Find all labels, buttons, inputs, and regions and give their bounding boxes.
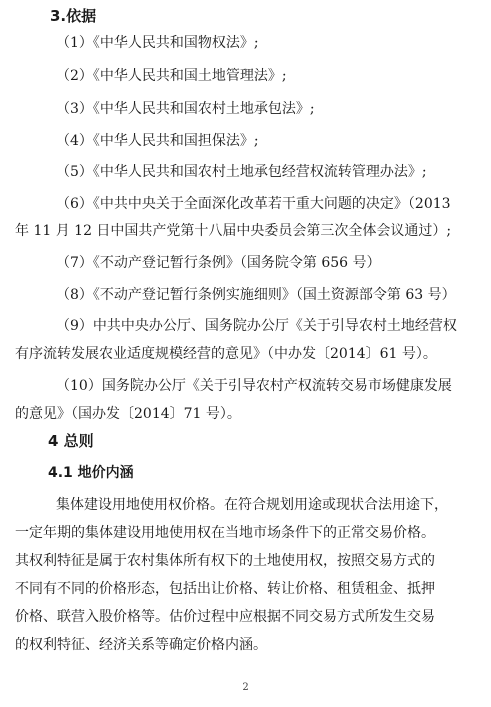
subsection-4-1-heading: 4.1 地价内涵 [48, 465, 134, 481]
paragraph-line: 集体建设用地使用权价格。在符合规划用途或现状合法用途下， [56, 497, 448, 513]
section-3-heading: 3.依据 [50, 7, 97, 25]
paragraph-line: 一定年期的集体建设用地使用权在当地市场条件下的正常交易价格。 [15, 525, 435, 541]
paragraph-line: 价格、联营入股价格等。估价过程中应根据不同交易方式所发生交易 [15, 609, 435, 625]
section-4-heading: 4 总则 [48, 432, 94, 450]
reference-item: （9）中共中央办公厅、国务院办公厅《关于引导农村土地经营权 [56, 318, 457, 334]
reference-item: （1）《中华人民共和国物权法》; [56, 35, 259, 51]
paragraph-line: 其权利特征是属于农村集体所有权下的土地使用权，按照交易方式的 [15, 553, 435, 569]
reference-item: （10）国务院办公厅《关于引导农村产权流转交易市场健康发展 [56, 378, 452, 394]
reference-item-continued: 有序流转发展农业适度规模经营的意见》（中办发〔2014〕61 号）。 [15, 346, 437, 362]
reference-item: （8）《不动产登记暂行条例实施细则》（国土资源部令第 63 号） [56, 287, 456, 303]
page-number: 2 [242, 682, 249, 693]
reference-item: （4）《中华人民共和国担保法》; [56, 133, 259, 149]
reference-item: （6）《中共中央关于全面深化改革若干重大问题的决定》（2013 [56, 196, 451, 212]
reference-item: （2）《中华人民共和国土地管理法》; [56, 68, 287, 84]
reference-item: （3）《中华人民共和国农村土地承包法》; [56, 101, 315, 117]
reference-item: （7）《不动产登记暂行条例》（国务院令第 656 号） [56, 255, 381, 271]
paragraph-line: 不同有不同的价格形态，包括出让价格、转让价格、租赁租金、抵押 [15, 581, 435, 597]
reference-item: （5）《中华人民共和国农村土地承包经营权流转管理办法》; [56, 164, 427, 180]
reference-item-continued: 的意见》（国办发〔2014〕71 号）。 [15, 406, 241, 422]
paragraph-line: 的权利特征、经济关系等确定价格内涵。 [15, 637, 267, 653]
reference-item-continued: 年 11 月 12 日中国共产党第十八届中央委员会第三次全体会议通过）; [15, 223, 452, 239]
